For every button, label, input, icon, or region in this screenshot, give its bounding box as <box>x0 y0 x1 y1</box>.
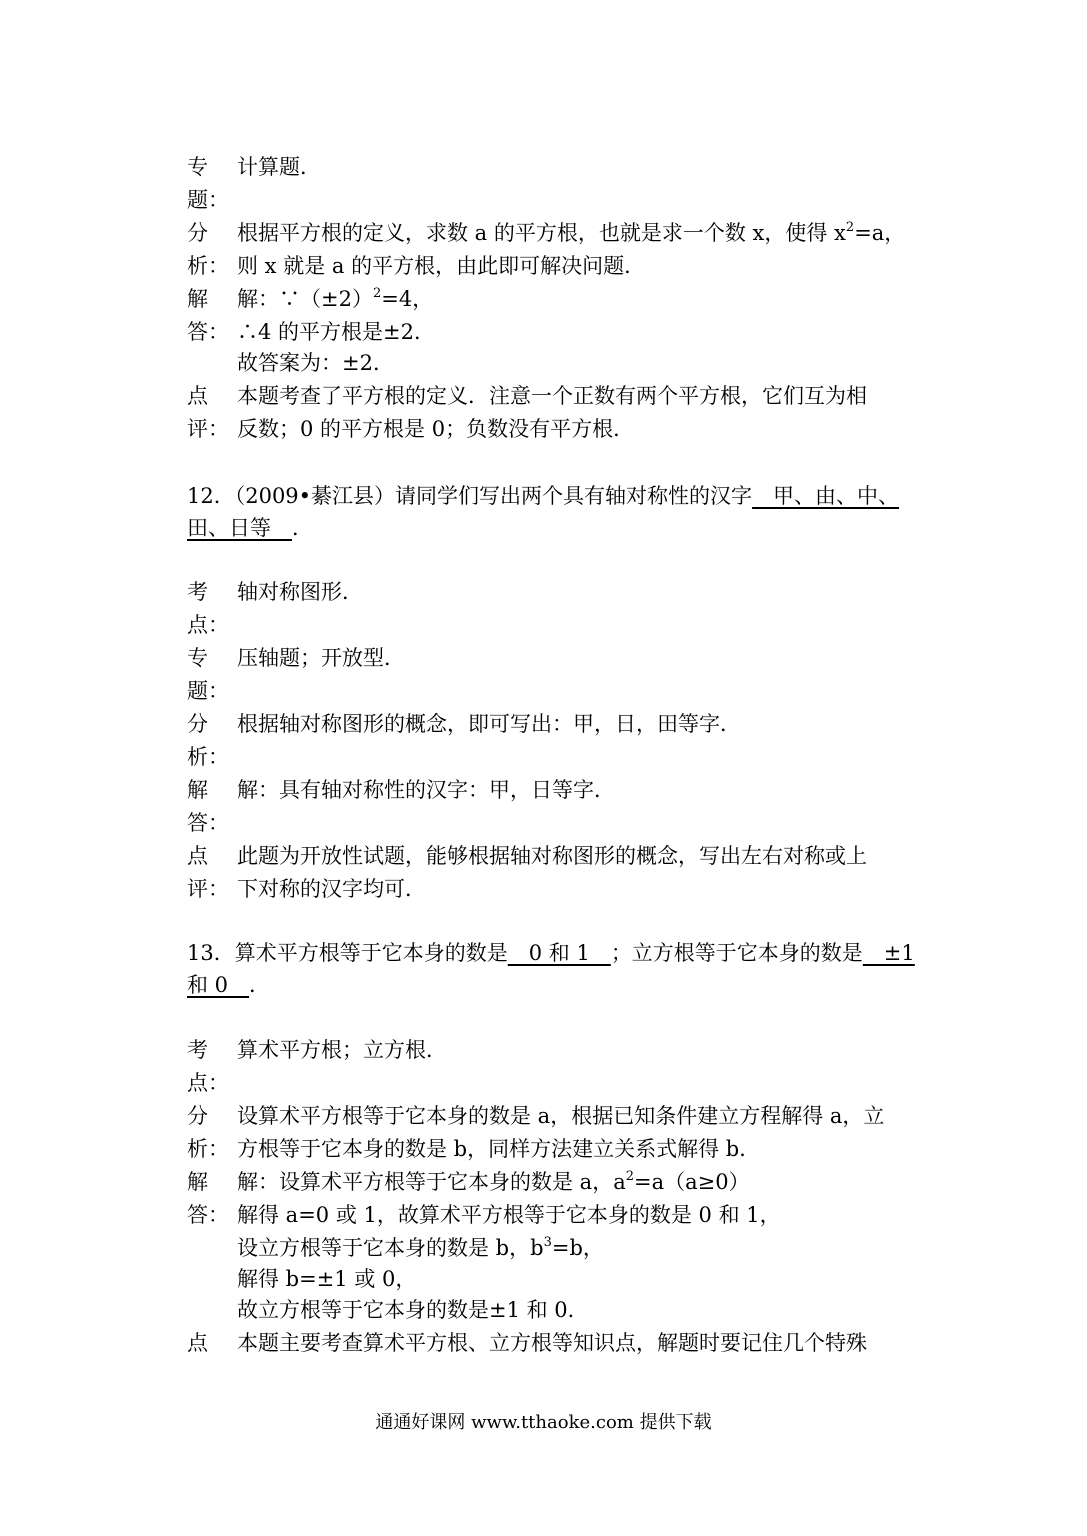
dianping-line-1: 本题考查了平方根的定义．注意一个正数有两个平方根，它们互为相 <box>237 384 867 408</box>
q13-fenxi-line-1: 设算术平方根等于它本身的数是 a，根据已知条件建立方程解得 a，立 <box>237 1104 885 1128</box>
q13-jieda-line-2: 解得 a=0 或 1，故算术平方根等于它本身的数是 0 和 1， <box>237 1203 781 1227</box>
q13-dianping-line-1: 本题主要考查算术平方根、立方根等知识点，解题时要记住几个特殊 <box>237 1331 867 1355</box>
jieda-line-2: ∴4 的平方根是±2． <box>237 320 435 344</box>
label-fenxi-1: 分 <box>187 221 208 245</box>
q13-stem: 13．算术平方根等于它本身的数是 0 和 1 ；立方根等于它本身的数是 ±1 <box>187 941 915 965</box>
q12-stem-line-2: 田、日等 ． <box>187 516 313 540</box>
dianping-line-2: 反数；0 的平方根是 0；负数没有平方根． <box>237 417 635 441</box>
label-zhuanti-1: 专 <box>187 155 208 179</box>
q13-fenxi-line-2: 方根等于它本身的数是 b，同样方法建立关系式解得 b． <box>237 1137 761 1161</box>
q12-dianping-line-1: 此题为开放性试题，能够根据轴对称图形的概念，写出左右对称或上 <box>237 844 867 868</box>
q12-fenxi-text: 根据轴对称图形的概念，即可写出：甲，日，田等字． <box>237 712 741 736</box>
label-kaodian-1: 考 <box>187 580 208 604</box>
q13-kaodian-text: 算术平方根；立方根． <box>237 1038 447 1062</box>
fenxi-line-2: 则 x 就是 a 的平方根，由此即可解决问题． <box>237 254 646 278</box>
label-dianping-1: 点 <box>187 384 208 408</box>
page-footer: 通通好课网 www.tthaoke.com 提供下载 <box>375 1412 712 1433</box>
q12-label-fenxi-1: 分 <box>187 712 208 736</box>
q13-label-dianping-1: 点 <box>187 1331 208 1355</box>
q12-zhuanti-text: 压轴题；开放型． <box>237 646 405 670</box>
q12-label-dianping-2: 评： <box>187 877 229 901</box>
q13-label-fenxi-1: 分 <box>187 1104 208 1128</box>
label-zhuanti-2: 题： <box>187 188 229 212</box>
q12-answer-blank: 甲、由、中、 <box>752 484 900 508</box>
label-fenxi-2: 析： <box>187 254 229 278</box>
q12-label-jieda-1: 解 <box>187 778 208 802</box>
q13-jieda-line-5: 故立方根等于它本身的数是±1 和 0． <box>237 1298 589 1322</box>
q12-dianping-line-2: 下对称的汉字均可． <box>237 877 426 901</box>
q13-label-fenxi-2: 析： <box>187 1137 229 1161</box>
q12-label-zhuanti-2: 题： <box>187 679 229 703</box>
q12-stem: 12．（2009•綦江县）请同学们写出两个具有轴对称性的汉字 甲、由、中、 <box>187 484 900 508</box>
q13-blank-1: 0 和 1 <box>507 941 611 965</box>
q12-answer-blank-2: 田、日等 <box>187 516 292 540</box>
label-dianping-2: 评： <box>187 417 229 441</box>
q13-label-jieda-1: 解 <box>187 1170 208 1194</box>
q13-jieda-line-3: 设立方根等于它本身的数是 b，$b^3=b$， <box>237 1235 604 1260</box>
q12-kaodian-text: 轴对称图形． <box>237 580 363 604</box>
q13-jieda-line-1: 解：设算术平方根等于它本身的数是 a，$a^2=a(a\ge 0)$ <box>237 1169 750 1194</box>
q12-label-jieda-2: 答： <box>187 811 229 835</box>
label-jieda-2: 答： <box>187 320 229 344</box>
q13-stem-line-2: 和 0 ． <box>187 973 271 997</box>
jieda-line-1: 解：$\because(\pm 2)^2=4$， <box>237 286 434 311</box>
q13-blank-2: ±1 <box>862 941 915 965</box>
q13-jieda-line-4: 解得 b=±1 或 0， <box>237 1267 417 1291</box>
q12-jieda-text: 解：具有轴对称性的汉字：甲，日等字． <box>237 778 615 802</box>
q12-label-fenxi-2: 析： <box>187 745 229 769</box>
q12-label-dianping-1: 点 <box>187 844 208 868</box>
q13-label-jieda-2: 答： <box>187 1203 229 1227</box>
q12-label-zhuanti-1: 专 <box>187 646 208 670</box>
q13-blank-2b: 和 0 <box>187 973 250 997</box>
zhuanti-text: 计算题． <box>237 155 321 179</box>
label-jieda-1: 解 <box>187 287 208 311</box>
label-kaodian-2: 点： <box>187 613 229 637</box>
q13-label-kaodian-1: 考 <box>187 1038 208 1062</box>
q13-label-kaodian-2: 点： <box>187 1071 229 1095</box>
fenxi-line-1: 根据平方根的定义，求数 a 的平方根，也就是求一个数 x，使得 $x^2=a$， <box>237 220 906 245</box>
jieda-line-3: 故答案为：±2． <box>237 351 394 375</box>
